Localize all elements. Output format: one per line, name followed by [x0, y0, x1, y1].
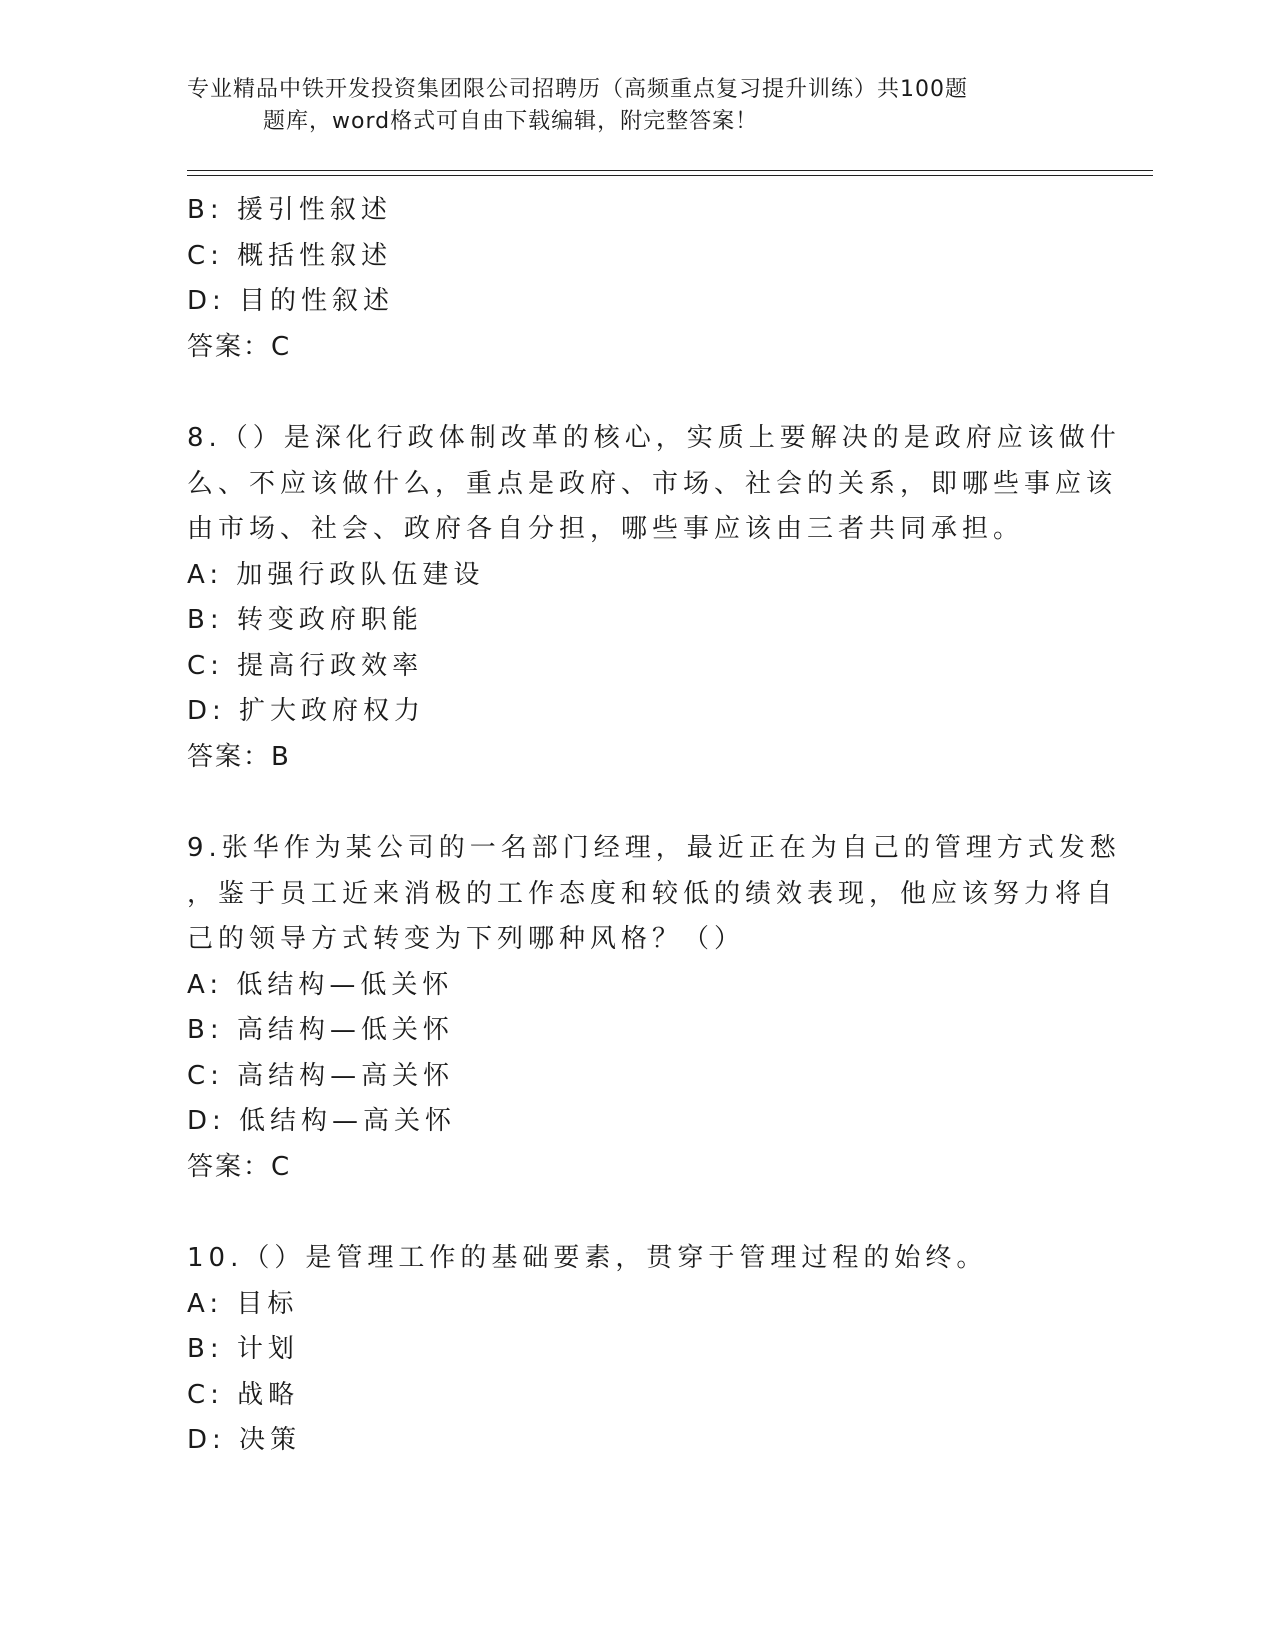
option-d: D: 目的性叙述 — [187, 286, 395, 316]
spacer — [187, 780, 1067, 826]
option-c: C: 提高行政效率 — [187, 650, 424, 681]
question-8 — [187, 416, 1121, 780]
header-title-line2: 题库，word格式可自由下载编辑，附完整答案！ — [263, 109, 759, 134]
question-9 — [187, 826, 1121, 1190]
question-stem-line: 己的领导方式转变为下列哪种风格？（） — [187, 924, 746, 954]
option-d: D: 决策 — [187, 1425, 302, 1455]
question-stem-line: 9.张华作为某公司的一名部门经理，最近正在为自己的管理方式发愁 — [187, 833, 1121, 863]
document-header — [187, 74, 1087, 138]
spacer — [187, 1190, 1067, 1236]
option-b: B: 高结构—低关怀 — [187, 1015, 454, 1045]
answer-line: 答案：C — [187, 1151, 292, 1182]
answer-line: 答案：C — [187, 331, 292, 362]
option-a: A: 目标 — [187, 1288, 299, 1319]
spacer — [187, 370, 1067, 416]
option-c: C: 高结构—高关怀 — [187, 1060, 455, 1091]
option-c: C: 战略 — [187, 1379, 300, 1410]
header-rule-top — [187, 170, 1153, 171]
option-b: B: 计划 — [187, 1334, 299, 1364]
document-body — [187, 188, 1121, 1464]
header-title-line1: 专业精品中铁开发投资集团限公司招聘历（高频重点复习提升训练）共100题 — [187, 77, 968, 102]
partial-question — [187, 188, 1067, 370]
option-a: A: 加强行政队伍建设 — [187, 559, 485, 590]
option-c: C: 概括性叙述 — [187, 240, 393, 271]
question-stem-line: ，鉴于员工近来消极的工作态度和较低的绩效表现，他应该努力将自 — [187, 878, 1118, 909]
question-10 — [187, 1236, 1067, 1464]
option-a: A: 低结构—低关怀 — [187, 969, 454, 1000]
question-stem-line: 10.（）是管理工作的基础要素，贯穿于管理过程的始终。 — [187, 1243, 988, 1273]
answer-line: 答案：B — [187, 741, 291, 772]
question-stem-line: 么、不应该做什么，重点是政府、市场、社会的关系，即哪些事应该 — [187, 468, 1118, 499]
option-b: B: 转变政府职能 — [187, 605, 423, 635]
option-d: D: 低结构—高关怀 — [187, 1106, 457, 1136]
question-stem-line: 8.（）是深化行政体制改革的核心，实质上要解决的是政府应该做什 — [187, 423, 1121, 453]
option-b: B: 援引性叙述 — [187, 195, 392, 225]
question-stem-line: 由市场、社会、政府各自分担，哪些事应该由三者共同承担。 — [187, 514, 1025, 544]
option-d: D: 扩大政府权力 — [187, 696, 426, 726]
header-rule-bottom — [187, 175, 1153, 176]
